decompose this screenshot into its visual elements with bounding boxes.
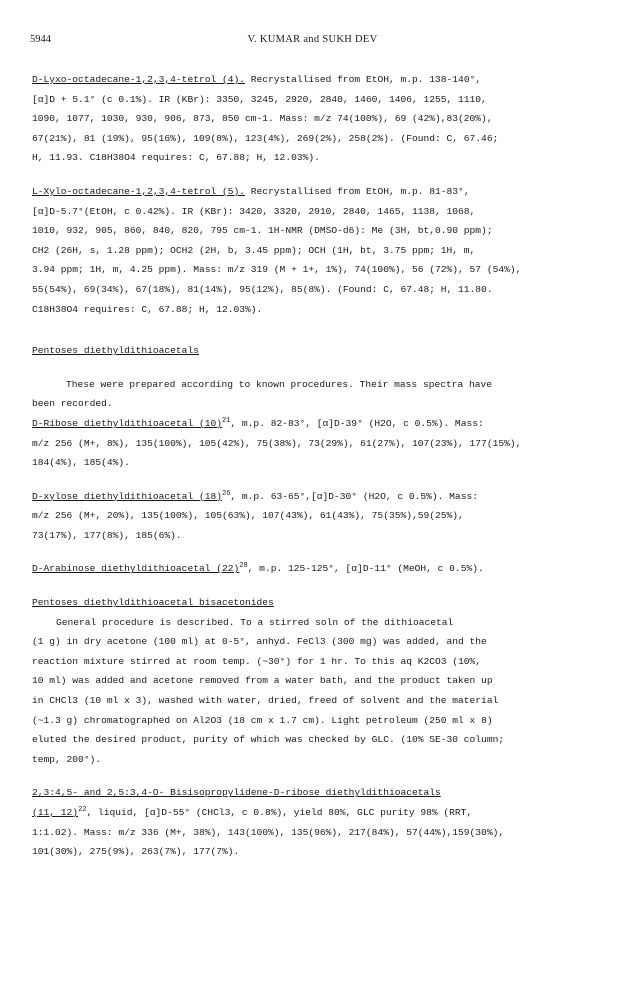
entry-line: 184(4%), 185(4%). bbox=[32, 457, 130, 469]
paragraph-line: in CHCl3 (10 ml x 3), washed with water, dried, freed of solvent and the material bbox=[32, 695, 499, 707]
compound-title: D-xylose diethyldithioacetal (18) bbox=[32, 490, 222, 502]
paragraph-line: reaction mixture stirred at room temp. (~30°) for 1 hr. To this aq K2CO3 (10%, bbox=[32, 655, 482, 667]
entry-line: , m.p. 63-65°,[α]D-30° (H2O, c 0.5%). Mass: bbox=[230, 490, 478, 502]
entry-line: 67(21%), 81 (19%), 95(16%), 109(8%), 123(4%), 269(2%), 258(2%). (Found: C, 67.46; bbox=[32, 132, 499, 144]
paragraph-line: 10 ml) was added and acetone removed from a water bath, and the product taken up bbox=[32, 675, 493, 687]
paragraph-line: eluted the desired product, purity of which was checked by GLC. (10% SE-30 column; bbox=[32, 734, 505, 746]
running-head: V. KUMAR and SUKH DEV bbox=[247, 34, 378, 45]
entry-line: 1:1.02). Mass: m/z 336 (M+, 38%), 143(100%), 135(96%), 217(84%), 57(44%),159(30%), bbox=[32, 826, 505, 838]
section-heading: Pentoses diethyldithioacetal bisacetonides bbox=[32, 597, 274, 609]
paragraph-line: been recorded. bbox=[32, 398, 113, 410]
entry-ribose bbox=[32, 414, 602, 473]
entry-line: C18H38O4 requires: C, 67.88; H, 12.03%). bbox=[32, 303, 263, 315]
entry-line: , liquid, [α]D-55° (CHCl3, c 0.8%), yield 80%, GLC purity 98% (RRT, bbox=[86, 807, 473, 818]
entry-line: 1010, 932, 905, 860, 840, 820, 795 cm-1. 1H-NMR (DMSO-d6): Me (3H, bt,0.90 ppm); bbox=[32, 225, 493, 237]
reference-mark: 26 bbox=[222, 489, 231, 498]
entry-line: [α]D + 5.1° (c 0.1%). IR (KBr): 3350, 3245, 2920, 2840, 1460, 1406, 1255, 1110, bbox=[32, 93, 487, 105]
compound-numbers: (11, 12) bbox=[32, 807, 79, 818]
entry-line: 73(17%), 177(8%), 185(6%). bbox=[32, 529, 182, 541]
page-number: 5944 bbox=[30, 34, 51, 45]
paragraph-line: temp, 200°). bbox=[32, 753, 102, 765]
article-body bbox=[32, 70, 602, 862]
entry-line: 101(30%), 275(9%), 263(7%), 177(7%). bbox=[32, 846, 240, 858]
entry-line: 3.94 ppm; 1H, m, 4.25 ppm). Mass: m/z 319 (M + 1+, 1%), 74(100%), 56 (72%), 57 (54%), bbox=[32, 264, 522, 276]
entry-line: m/z 256 (M+, 20%), 135(100%), 105(63%), 107(43%), 61(43%), 75(35%),59(25%), bbox=[32, 510, 464, 522]
entry-arabinose bbox=[32, 559, 602, 579]
entry-line: Recrystallised from EtOH, m.p. 81-83°, bbox=[250, 185, 470, 197]
entry-line: [α]D-5.7°(EtOH, c 0.42%). IR (KBr): 3420, 3320, 2910, 2840, 1465, 1138, 1068, bbox=[32, 205, 476, 217]
compound-title: L-Xylo-octadecane-1,2,3,4-tetrol (5). bbox=[32, 185, 246, 197]
entry-line: , m.p. 125-125°, [α]D-11° (MeOH, c 0.5%). bbox=[247, 563, 484, 575]
paragraph-line: These were prepared according to known procedures. Their mass spectra have bbox=[66, 378, 493, 390]
entry-line: , m.p. 82-83°, [α]D-39° (H2O, c 0.5%). Mass: bbox=[230, 417, 484, 429]
compound-title: D-Lyxo-octadecane-1,2,3,4-tetrol (4). bbox=[32, 74, 246, 85]
entry-line: H, 11.93. C18H38O4 requires: C, 67.88; H, 12.03%). bbox=[32, 152, 320, 164]
reference-mark: 21 bbox=[222, 416, 231, 425]
compound-title: D-Ribose diethyldithioacetal (10) bbox=[32, 417, 222, 429]
entry-lyxo-tetrol bbox=[32, 70, 602, 168]
entry-xylo-tetrol bbox=[32, 182, 602, 319]
entry-line: 1090, 1077, 1030, 930, 906, 873, 850 cm-1. Mass: m/z 74(100%), 69 (42%),83(20%), bbox=[32, 113, 493, 125]
entry-line: Recrystallised from EtOH, m.p. 138-140°, bbox=[250, 74, 482, 85]
section-heading: Pentoses diethyldithioacetals bbox=[32, 345, 199, 357]
entry-line: m/z 256 (M+, 8%), 135(100%), 105(42%), 75(38%), 73(29%), 61(27%), 107(23%), 177(15%), bbox=[32, 437, 522, 449]
reference-mark: 22 bbox=[78, 805, 87, 814]
paragraph-line: (~1.3 g) chromatographed on Al2O3 (18 cm x 1.7 cm). Light petroleum (250 ml x 8) bbox=[32, 714, 493, 726]
entry-xylose bbox=[32, 487, 602, 546]
paragraph-line: General procedure is described. To a stirred soln of the dithioacetal bbox=[56, 616, 454, 628]
entry-line: 55(54%), 69(34%), 67(18%), 81(14%), 95(12%), 85(8%). (Found: C, 67.48; H, 11.80. bbox=[32, 283, 493, 295]
paragraph-line: (1 g) in dry acetone (100 ml) at 0-5°, anhyd. FeCl3 (300 mg) was added, and the bbox=[32, 636, 487, 648]
reference-mark: 28 bbox=[239, 562, 248, 571]
compound-title: D-Arabinose diethyldithioacetal (22) bbox=[32, 563, 240, 575]
entry-line: CH2 (26H, s, 1.28 ppm); OCH2 (2H, b, 3.45 ppm); OCH (1H, bt, 3.75 ppm; 1H, m, bbox=[32, 244, 476, 256]
page-header bbox=[30, 34, 595, 50]
entry-ribose-bisacetonides bbox=[32, 783, 602, 861]
compound-title: 2,3:4,5- and 2,5:3,4-O- Bisisopropylidene-D-ribose diethyldithioacetals bbox=[32, 787, 441, 799]
